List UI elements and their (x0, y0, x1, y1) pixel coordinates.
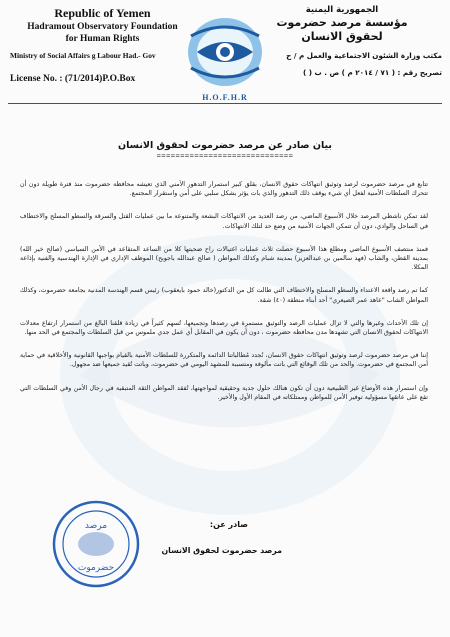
country-name-ar: الجمهورية اليمنية (305, 5, 379, 15)
stamp-bottom-text: حضرموت (77, 563, 115, 573)
issued-by-label: صادر عن: (209, 520, 248, 529)
paragraph: وإن استمرار هذه الأوضاع غير الطبيعية دون أن تكون هنالك حلول جدية وحقيقية لمواجهتها، تُفقد المواطن الثقة المتبقية في رجال الأمن وفي السلطات التي تقع على عاتقها مسؤولية توفير الأمن للمواطن وممتلكاته في المقام الأول والأخير. (20, 384, 428, 401)
org-name-ar: مؤسسة مرصد حضرموت (276, 16, 408, 29)
official-stamp-icon (50, 498, 142, 590)
ministry-line-ar: مكتب وزارة الشئون الاجتماعية والعمل م / ح (286, 51, 442, 60)
ministry-line: Ministry of Social Affairs g Labour Had.- Gov (10, 51, 156, 60)
paragraph: إننا في مرصد حضرموت لرصد وتوثيق انتهاكات حقوق الانسان، نُجدد مُطالباتنا الدائمة والمتكررة للسلطات الأمنية بالقيام بواجبها القانونية والأخلاقية في حماية أمن المجتمع في حضرموت. والحد من تلك الوقائع التي باتت مألوفة ومتسببة للمشهد اليومي في حضرموت، وباتت تُقيد جميعها ضد مجهول. (20, 352, 428, 369)
paragraph: إن تلك الأحداث وغيرها والتي لا تزال عمليات الرصد والتوثيق مستمرة في رصدها وتجميعها، تُسهم كثيراً في زيادة قلقنا البالغ من استمرار ارتفاع معدلات الانتهاكات لحقوق الانسان التي تشهدها مدن محافظة حضرموت ، دون أن يكون في المقابل أي عمل جدي ملموس من قبل السلطات والمجتمع في الحد منها. (20, 319, 428, 337)
paragraph: لقد تمكن ناشطي المرصد خلال الأسبوع الماضي، من رصد العديد من الانتهاكات البشعة والمتنوعة ما بين عمليات القتل والسرقة والسطو المسلح والاختطاف في الساحل والوادي، دون أن تتمكن الجهات الأمنية من وضع حد لتلك الانتهاكات. (20, 213, 428, 230)
stamp-top-text: مرصد (84, 521, 108, 531)
org-name-suffix: for Human Rights (65, 34, 140, 44)
license-line: License No. : (71/2014)P.O.Box (10, 74, 136, 84)
header-arabic (242, 4, 442, 78)
issuer-name: مرصد حضرموت لحقوق الانسان (161, 546, 282, 555)
document-title: بيان صادر عن مرصد حضرموت لحقوق الانسان (118, 140, 332, 151)
org-name-suffix-ar: لحقوق الانسان (301, 30, 383, 43)
org-name: Hadramout Observatory Foundation (27, 22, 178, 32)
header-divider (8, 103, 442, 104)
paragraph: فمنذ منتصف الأسبوع الماضي ومطلع هذا الأسبوع حصلت ثلاث عمليات اغتيالات راح ضحيتها كلا من الساعد المتقاعد في الأمن السياسي (صالح خير الله) بمدينة القطن، والشاب (فهد سالمين بن عبدالعزيز) بمدينة شبام وكذلك المواطن ( صالح عبدالله باجوبح) الموظف الإداري في الإدارة الهندسية والفنية بإذاعة المكلا. (20, 245, 428, 272)
paragraph: تتابع في مرصد حضرموت لرصد وتوثيق انتهاكات حقوق الانسان، بقلق كبير استمرار التدهور الأمني الذي تعيشه محافظة حضرموت منذ فترة طويلة دون أن تتحرك السلطات الأمنية لفعل أي شيء يوقف ذلك التدهور والذي بات يؤثر بشكل سلبي على أمن واستقرار المجتمع. (20, 181, 428, 198)
logo-caption: H.O.F.H.R (202, 93, 248, 102)
document-body (20, 180, 428, 416)
country-name: Republic of Yemen (54, 6, 151, 20)
header-english (10, 6, 195, 85)
paragraph: كما تم رصد واقعة الاعتداء والسطو المسلح والاختطاف التي طالت كل من الدكتور(خالد حمود بايعقوب) رئيس قسم الهندسة المدنية بجامعة حضرموت، وكذلك المواطن الشاب "عاهد عمر الصيعري" أحد أبناء منطقة (٤٠) شقة. (20, 287, 428, 304)
title-underline: ============================= (156, 152, 294, 160)
license-line-ar: تصريح رقم : ( ٧١ / ٢٠١٤ م ) ص . ب ( ) (302, 68, 442, 77)
